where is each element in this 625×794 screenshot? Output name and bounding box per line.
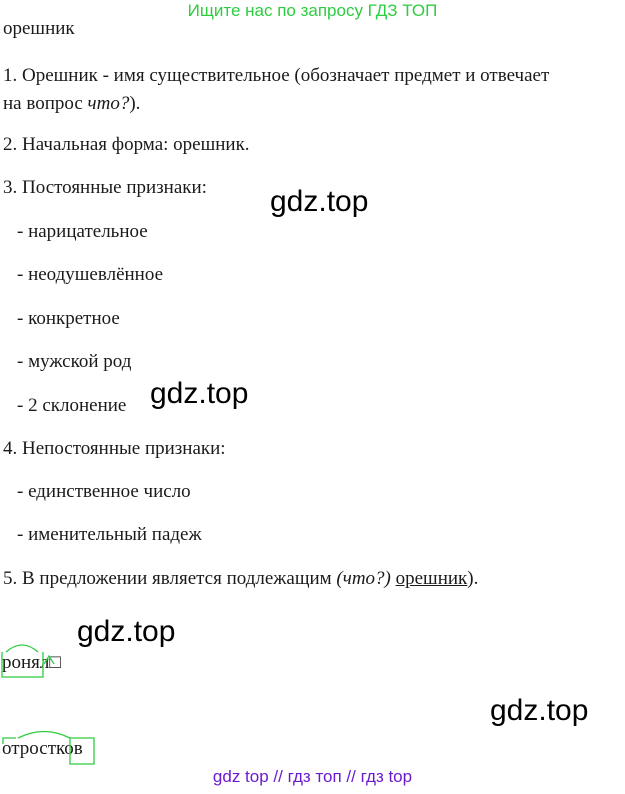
morphemic-marks-1 [0,640,100,684]
item-2: 2. Начальная форма: орешник. [3,134,250,155]
item-4-feature-2: - именительный падеж [17,524,202,545]
word-heading: орешник [3,18,75,39]
watermark: gdz.top [150,377,249,410]
item-3-heading: 3. Постоянные признаки: [3,177,207,198]
item-4-heading: 4. Непостоянные признаки: [3,438,226,459]
item-3-feature-2: - неодушевлённое [17,264,163,285]
watermark: gdz.top [490,694,589,727]
item-1-text: на вопрос [3,93,88,114]
item-1-line-1: 1. Орешник - имя существительное (обозначает предмет и отвечает [3,65,550,86]
item-5-subject: орешник [395,568,468,589]
item-3-feature-5: - 2 склонение [17,395,127,416]
watermark: gdz.top [270,185,369,218]
morph-word-1-text: ронял [2,652,50,673]
item-3-feature-3: - конкретное [17,308,120,329]
item-5-end: ). [467,568,479,589]
item-3-feature-4: - мужской род [17,351,132,372]
footer-links: gdz top // гдз топ // гдз top [212,767,413,786]
promo-banner: Ищите нас по запросу ГДЗ ТОП [187,1,438,20]
item-1-line-2 [3,90,140,118]
morphemic-marks-2 [0,722,100,770]
item-5-text: 5. В предложении является подлежащим [3,568,337,589]
item-4-feature-1: - единственное число [17,481,191,502]
item-1-end: ). [129,93,141,114]
item-5-question: (что?) [336,568,391,589]
morph-empty-ending: □ [49,652,61,673]
morph-word-2: отростков [2,738,83,759]
watermark: gdz.top [77,615,176,648]
item-3-feature-1: - нарицательное [17,221,148,242]
item-5 [3,565,478,593]
item-1-question: что? [87,93,130,114]
